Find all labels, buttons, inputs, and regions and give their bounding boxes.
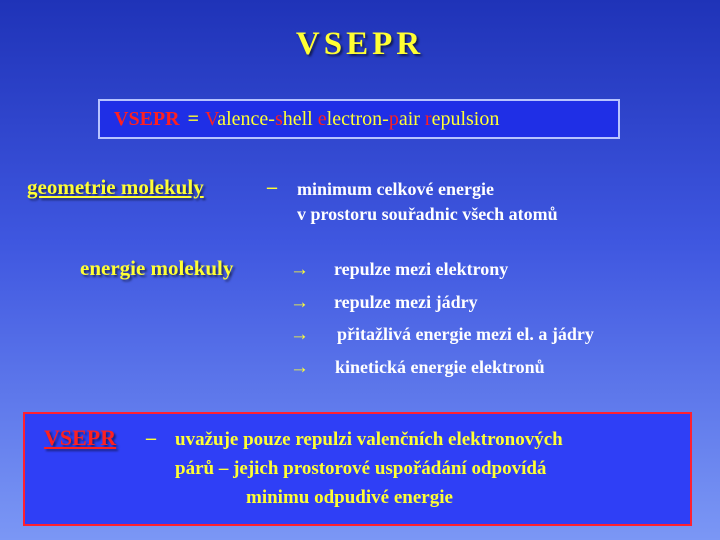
geometry-line-2: v prostoru souřadnic všech atomů: [297, 204, 558, 224]
word-part: lectron-: [326, 107, 389, 130]
geometry-dash: –: [267, 176, 277, 198]
equals-sign: =: [187, 107, 199, 130]
word-part: hell: [282, 107, 318, 130]
summary-acronym: VSEPR: [44, 425, 117, 450]
definition-expansion: [205, 108, 499, 131]
summary-line-1: uvažuje pouze repulzi valenčních elektronových: [175, 429, 563, 450]
arrow-icon: →: [290, 292, 309, 313]
initial-e: e: [317, 107, 327, 130]
word-part: alence-: [217, 107, 275, 130]
arrow-icon: →: [290, 259, 309, 280]
energy-label: energie molekuly: [80, 256, 234, 280]
summary-line-2: párů – jejich prostorové uspořádání odpovídá: [175, 458, 547, 479]
energy-item-3: přitažlivá energie mezi el. a jádry: [337, 324, 594, 344]
initial-r: r: [424, 107, 432, 130]
arrow-icon: →: [290, 357, 309, 378]
energy-item-1: repulze mezi elektrony: [334, 259, 509, 279]
summary-dash: –: [146, 427, 156, 449]
geometry-label: geometrie molekuly: [27, 175, 204, 199]
word-part: epulsion: [431, 107, 500, 130]
definition-acronym: VSEPR: [114, 107, 180, 130]
definition-box: [98, 99, 620, 139]
initial-p: p: [388, 107, 399, 130]
energy-item-2: repulze mezi jádry: [334, 292, 478, 312]
initial-v: V: [204, 107, 218, 130]
initial-s: s: [274, 107, 283, 130]
arrow-icon: →: [290, 324, 309, 345]
slide-title: VSEPR: [295, 26, 425, 62]
word-part: air: [398, 107, 425, 130]
energy-item-4: kinetická energie elektronů: [335, 357, 545, 377]
summary-line-3: minimu odpudivé energie: [246, 487, 453, 508]
geometry-line-1: minimum celkové energie: [297, 179, 494, 199]
